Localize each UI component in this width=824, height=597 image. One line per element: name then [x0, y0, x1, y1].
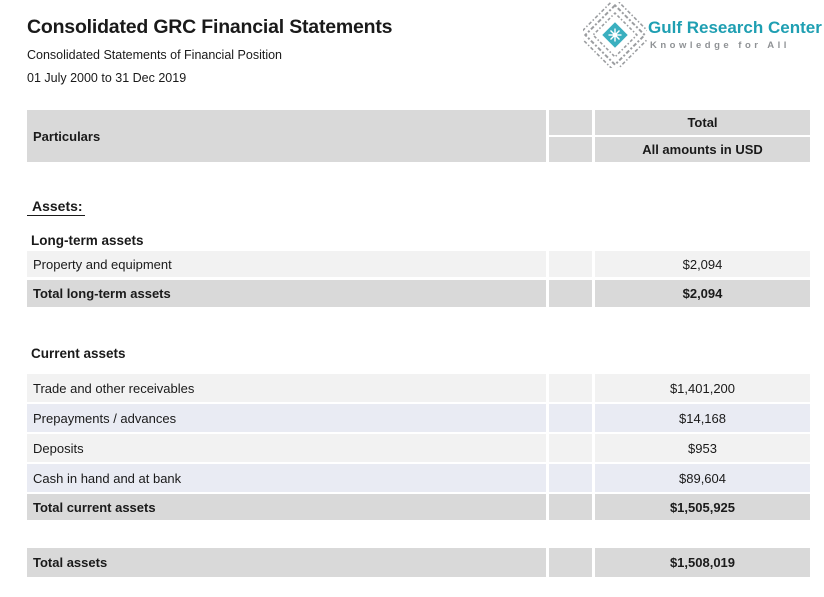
spacer-cell [549, 548, 592, 577]
row-label: Trade and other receivables [27, 374, 546, 402]
spacer-cell [549, 464, 592, 492]
row-label: Cash in hand and at bank [27, 464, 546, 492]
table-row [27, 251, 810, 277]
row-label: Total long-term assets [27, 280, 546, 307]
current-assets-heading: Current assets [31, 346, 126, 361]
total-row-current-assets [27, 494, 810, 520]
row-value: $1,505,925 [595, 494, 810, 520]
column-header-total: Total [595, 110, 810, 135]
row-label: Prepayments / advances [27, 404, 546, 432]
spacer-cell [549, 374, 592, 402]
spacer-cell [549, 494, 592, 520]
row-label: Deposits [27, 434, 546, 462]
row-value: $1,508,019 [595, 548, 810, 577]
table-row [27, 434, 810, 462]
long-term-assets-heading: Long-term assets [31, 233, 144, 248]
logo-org-name: Gulf Research Center [648, 18, 822, 37]
spacer-cell [549, 280, 592, 307]
doc-subtitle: Consolidated Statements of Financial Position [27, 48, 283, 62]
total-row-long-term [27, 280, 810, 307]
row-value: $89,604 [595, 464, 810, 492]
row-value: $2,094 [595, 251, 810, 277]
header-spacer-cell-top [549, 110, 592, 135]
header-spacer-column [549, 110, 592, 162]
assets-section-heading: Assets: [27, 198, 85, 216]
row-label: Property and equipment [27, 251, 546, 277]
column-header-total-subtitle: All amounts in USD [595, 137, 810, 162]
row-label: Total assets [27, 548, 546, 577]
page-title: Consolidated GRC Financial Statements [27, 16, 393, 38]
total-row-assets [27, 548, 810, 577]
grc-diamond-pattern-icon [583, 2, 647, 68]
doc-period: 01 July 2000 to 31 Dec 2019 [27, 71, 187, 85]
row-value: $1,401,200 [595, 374, 810, 402]
table-row [27, 374, 810, 402]
table-header [27, 110, 810, 162]
logo-tagline: Knowledge for All [650, 40, 790, 51]
row-label: Total current assets [27, 494, 546, 520]
table-row [27, 404, 810, 432]
column-header-particulars: Particulars [27, 110, 546, 162]
spacer-cell [549, 251, 592, 277]
row-value: $2,094 [595, 280, 810, 307]
grc-logo-icon [583, 2, 647, 73]
row-value: $14,168 [595, 404, 810, 432]
spacer-cell [549, 404, 592, 432]
row-value: $953 [595, 434, 810, 462]
header-spacer-cell-bottom [549, 137, 592, 162]
table-row [27, 464, 810, 492]
header-total-column [595, 110, 810, 162]
spacer-cell [549, 434, 592, 462]
